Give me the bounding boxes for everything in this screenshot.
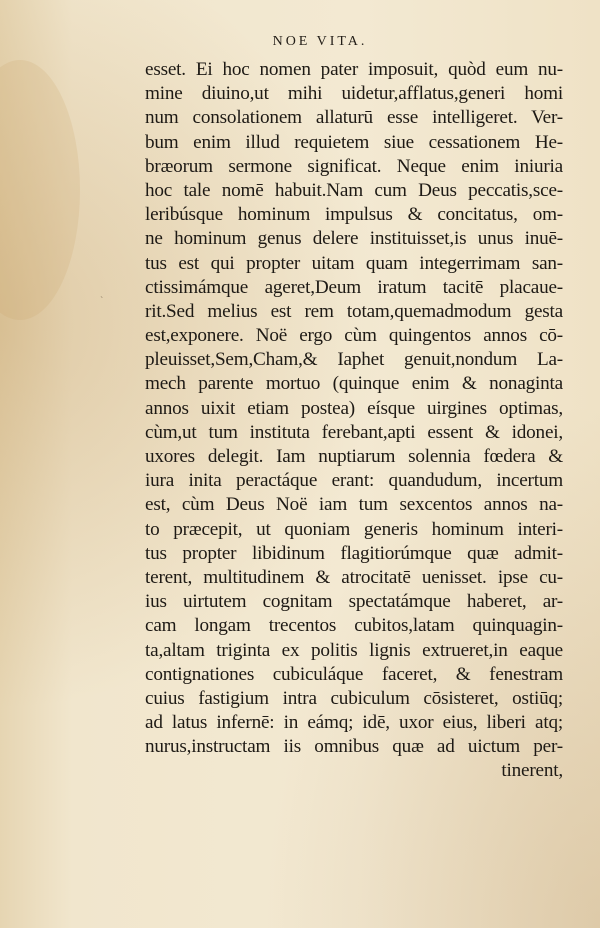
text-line: contignationes cubiculáque faceret, & fenestram (145, 663, 563, 685)
text-line: ne hominum genus delere instituisset,is unus inuē- (145, 228, 563, 250)
text-line: nurus,instructam iis omnibus quæ ad uictum per- (145, 736, 563, 758)
text-line: cam longam trecentos cubitos,latam quinquagin- (145, 615, 563, 637)
text-line: ius uirtutem cognitam spectatámque haberet, ar- (145, 591, 563, 613)
paper-stain (0, 60, 80, 320)
text-line: bræorum sermone significat. Neque enim iniuria (145, 155, 563, 177)
text-line: uxores delegit. Iam nuptiarum solennia fœdera & (145, 446, 563, 467)
text-line: cuius fastigium intra cubiculum cōsisteret, ostiūq; (145, 687, 563, 709)
text-line: ctissimámque ageret,Deum iratum tacitē placaue- (145, 276, 563, 298)
text-line: esset. Ei hoc nomen pater imposuit, quòd eum nu- (145, 59, 563, 80)
text-line: bum enim illud requietem siue cessationem He- (145, 131, 563, 153)
text-line: ta,altam triginta ex politis lignis extrueret,in eaque (145, 639, 563, 661)
text-line: to præcepit, ut quoniam generis hominum interi- (145, 518, 563, 540)
text-line: tus est qui propter uitam quam integerrimam san- (145, 252, 563, 274)
running-head: NOE VITA. (272, 34, 368, 49)
text-line-last: tinerent, (501, 760, 563, 782)
text-line: annos uixit etiam postea) eísque uirgines optimas, (145, 397, 563, 419)
text-line: mech parente mortuo (quinque enim & nonaginta (145, 373, 563, 395)
text-line: mine diuino,ut mihi uidetur,afflatus,generi homi (145, 83, 563, 105)
text-line: cùm,ut tum instituta ferebant,apti essent & idonei, (145, 421, 563, 443)
margin-mark: ` (100, 296, 104, 307)
text-line: iura inita peractáque erant: quandudum, incertum (145, 470, 563, 492)
text-line: tus propter libidinum flagitiorúmque quæ admit- (145, 542, 563, 564)
text-line: num consolationem allaturū esse intelligeret. Ver- (145, 107, 563, 129)
text-line: leribúsque hominum impulsus & concitatus, om- (145, 204, 563, 226)
text-line: est, cùm Deus Noë iam tum sexcentos annos na- (145, 494, 563, 516)
text-block (145, 58, 563, 784)
text-line: pleuisset,Sem,Cham,& Iaphet genuit,nondum La- (145, 349, 563, 371)
text-line: terent, multitudinem & atrocitatē uenisset. ipse cu- (145, 566, 563, 588)
text-line: hoc tale nomē habuit.Nam cum Deus peccatis,sce- (145, 179, 563, 201)
text-line: ad latus infernē: in eámq; idē, uxor eius, liberi atq; (145, 712, 563, 734)
text-line: rit.Sed melius est rem totam,quemadmodum gesta (145, 300, 563, 322)
text-line: est,exponere. Noë ergo cùm quingentos annos cō- (145, 325, 563, 347)
